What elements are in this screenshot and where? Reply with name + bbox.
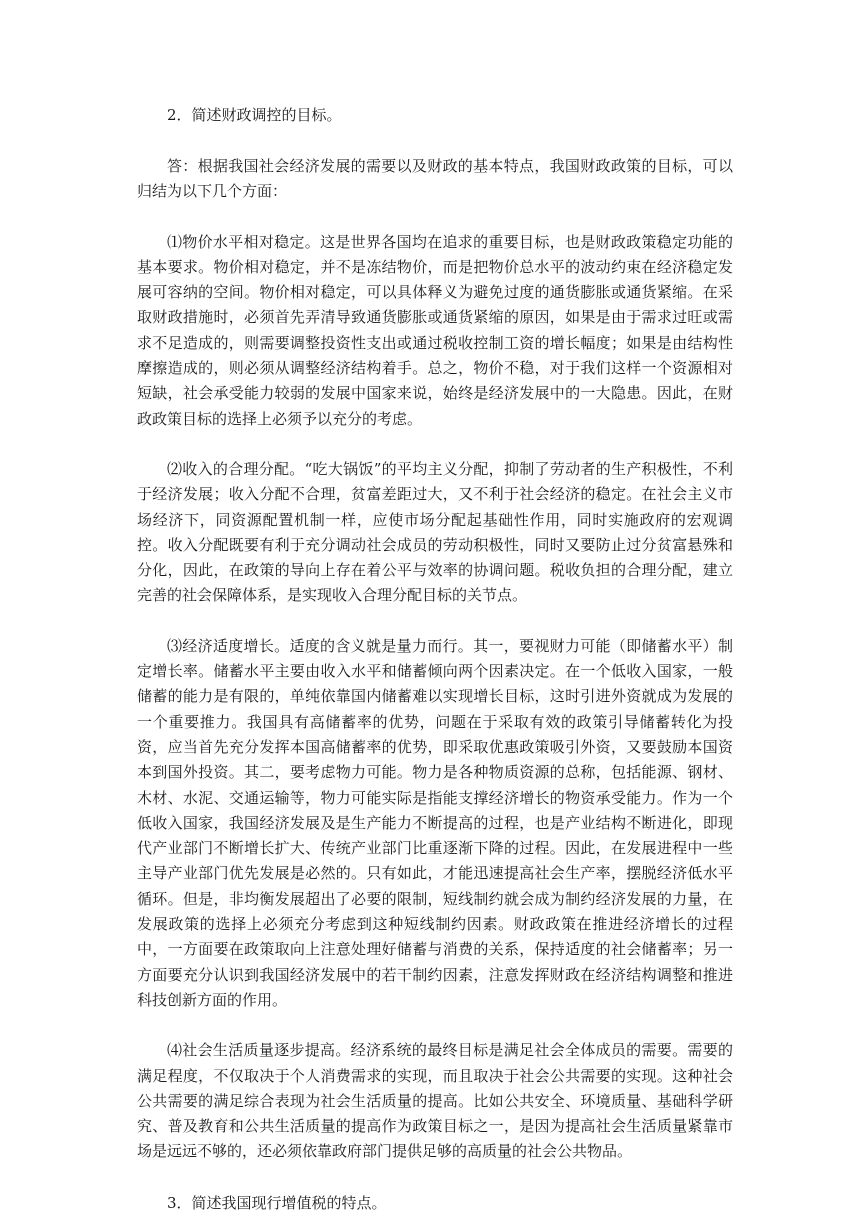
- point-2-income-distribution: ⑵收入的合理分配。“吃大锅饭”的平均主义分配，抑制了劳动者的生产积极性，不利于经济发展；收入分配不合理，贫富差距过大，又不利于社会经济的稳定。在社会主义市场经济下，同资源配置机制一样，应使市场分配起基础性作用，同时实施政府的宏观调控。收入分配既要有利于充分调动社会成员的劳动积极性，同时又要防止过分贫富悬殊和分化，因此，在政策的导向上存在着公平与效率的协调问题。税收负担的合理分配，建立完善的社会保障体系，是实现收入合理分配目标的关节点。: [137, 459, 733, 605]
- point-4-living-quality: ⑷社会生活质量逐步提高。经济系统的最终目标是满足社会全体成员的需要。需要的满足程度，不仅取决于个人消费需求的实现，而且取决于社会公共需要的实现。这种社会公共需要的满足综合表现为社会生活质量的提高。比如公共安全、环境质量、基础科学研究、普及教育和公共生活质量的提高作为政策目标之一，是因为提高社会生活质量紧靠市场是远远不够的，还必须依靠政府部门提供足够的高质量的社会公共物品。: [137, 1041, 733, 1161]
- answer-intro: 答：根据我国社会经济发展的需要以及财政的基本特点，我国财政政策的目标，可以归结为以下几个方面：: [137, 157, 733, 201]
- point-3-economic-growth: ⑶经济适度增长。适度的含义就是量力而行。其一，要视财力可能（即储蓄水平）制定增长率。储蓄水平主要由收入水平和储蓄倾向两个因素决定。在一个低收入国家，一般储蓄的能力是有限的，单纯依靠国内储蓄难以实现增长目标，这时引进外资就成为发展的一个重要推力。我国具有高储蓄率的优势，问题在于采取有效的政策引导储蓄转化为投资，应当首先充分发挥本国高储蓄率的优势，即采取优惠政策吸引外资，又要鼓励本国资本到国外投资。其二，要考虑物力可能。物力是各种物质资源的总称，包括能源、钢材、木材、水泥、交通运输等，物力可能实际是指能支撑经济增长的物资承受能力。作为一个低收入国家，我国经济发展及是生产能力不断提高的过程，也是产业结构不断进化，即现代产业部门不断增长扩大、传统产业部门比重逐渐下降的过程。因此，在发展进程中一些主导产业部门优先发展是必然的。只有如此，才能迅速提高社会生产率，摆脱经济低水平循环。但是，非均衡发展超出了必要的限制，短线制约就会成为制约经济发展的力量，在发展政策的选择上必须充分考虑到这种短线制约因素。财政政策在推进经济增长的过程中，一方面要在政策取向上注意处理好储蓄与消费的关系，保持适度的社会储蓄率；另一方面要充分认识到我国经济发展中的若干制约因素，注意发挥财政在经济结构调整和推进科技创新方面的作用。: [137, 636, 733, 1009]
- question-2-title: 2．简述财政调控的目标。: [167, 106, 342, 124]
- point-1-price-stability: ⑴物价水平相对稳定。这是世界各国均在追求的重要目标，也是财政政策稳定功能的基本要求。物价相对稳定，并不是冻结物价，而是把物价总水平的波动约束在经济稳定发展可容纳的空间。物价相对稳定，可以具体释义为避免过度的通货膨胀或通货紧缩。在采取财政措施时，必须首先弄清导致通货膨胀或通货紧缩的原因，如果是由于需求过旺或需求不足造成的，则需要调整投资性支出或通过税收控制工资的增长幅度；如果是由结构性摩擦造成的，则必须从调整经济结构着手。总之，物价不稳，对于我们这样一个资源相对短缺，社会承受能力较弱的发展中国家来说，始终是经济发展中的一大隐患。因此，在财政政策目标的选择上必须予以充分的考虑。: [137, 232, 733, 428]
- document-page: [137, 102, 733, 1216]
- question-3-title: 3．简述我国现行增值税的特点。: [167, 1193, 387, 1212]
